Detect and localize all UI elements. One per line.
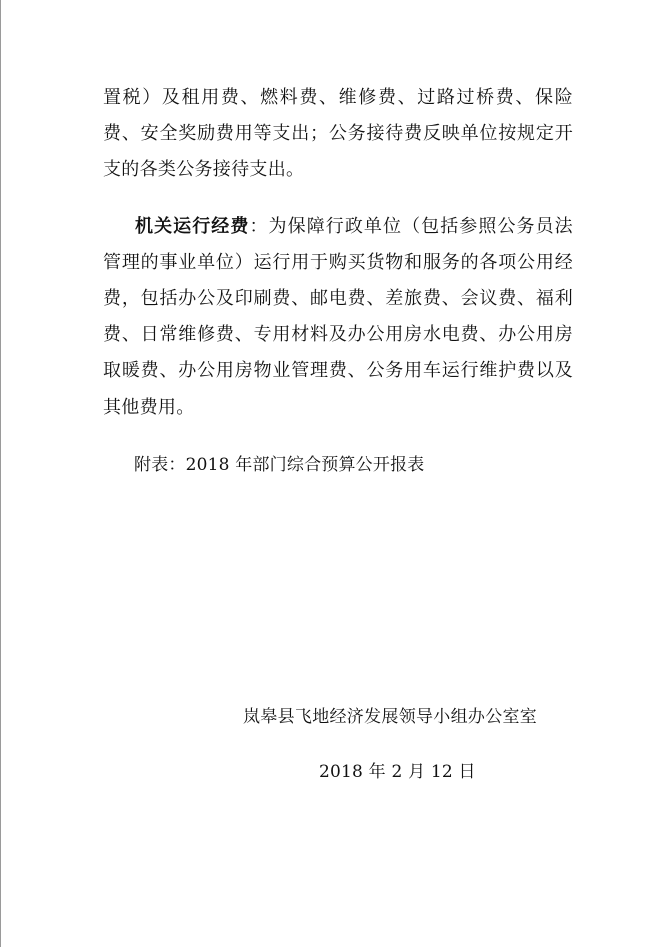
issue-date: 2018 年 2 月 12 日 xyxy=(319,762,476,782)
page-left-border xyxy=(0,0,1,947)
paragraph-operating-expenses-definition xyxy=(103,209,573,426)
paragraph-1-text: 置税）及租用费、燃料费、维修费、过路过桥费、保险费、安全奖励费用等支出；公务接待费反映单位按规定开支的各类公务接待支出。 xyxy=(103,87,573,181)
document-body xyxy=(103,80,573,426)
operating-expenses-term: 机关运行经费 xyxy=(135,215,250,237)
paragraph-vehicle-and-reception-expenses xyxy=(103,80,573,189)
operating-expenses-definition: ：为保障行政单位（包括参照公务员法管理的事业单位）运行用于购买货物和服务的各项公用经费，包括办公及印刷费、邮电费、差旅费、会议费、福利费、日常维修费、专用材料及办公用房水电费、办公用房取暖费、办公用房物业管理费、公务用车运行维护费以及其他费用。 xyxy=(103,215,573,418)
attachment-note: 附表：2018 年部门综合预算公开报表 xyxy=(134,455,425,475)
issuing-office: 岚皋县飞地经济发展领导小组办公室室 xyxy=(243,707,538,727)
